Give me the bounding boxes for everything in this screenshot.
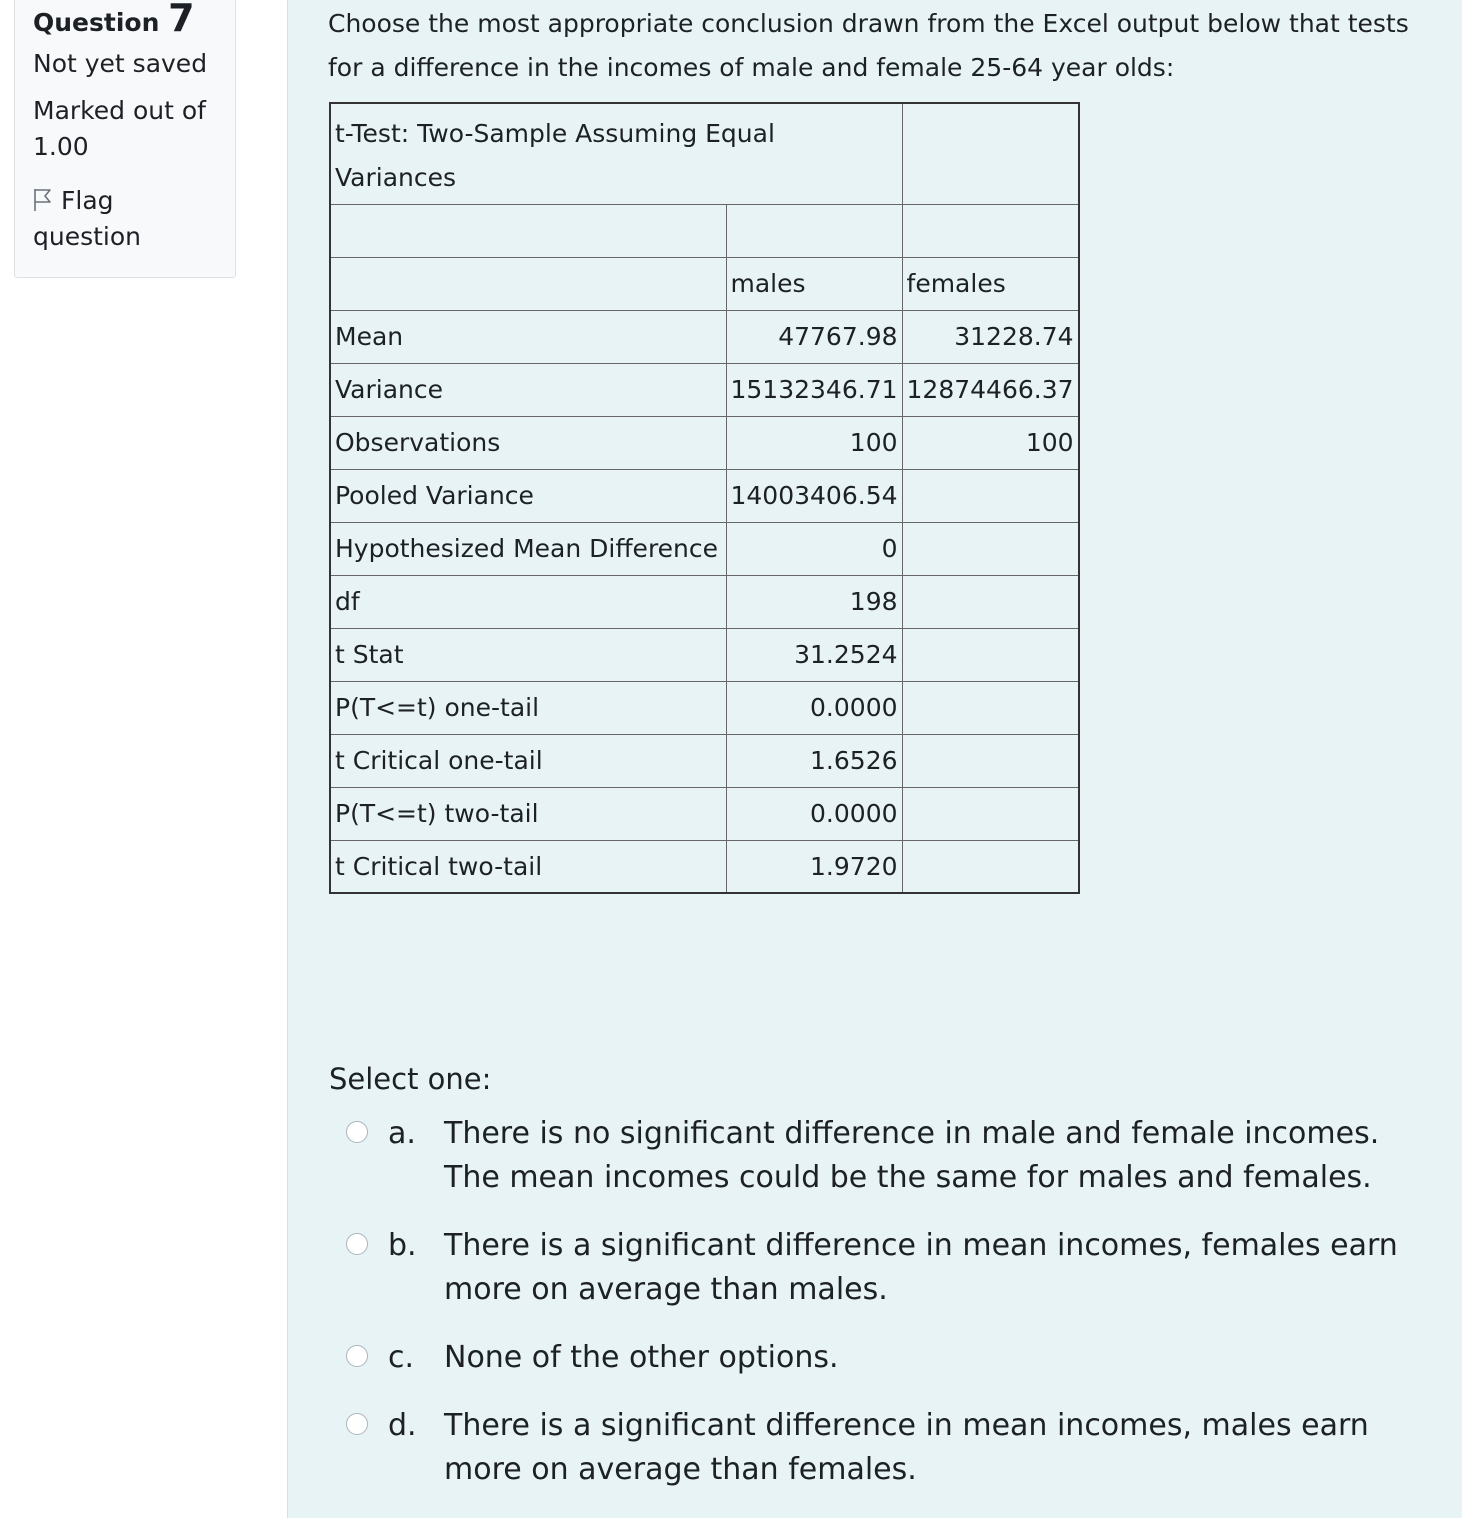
question-label: Question [33, 8, 160, 37]
question-number-value: 7 [168, 0, 195, 40]
males-value: 0.0000 [726, 787, 902, 840]
table-header-row [330, 257, 1079, 310]
row-label: Hypothesized Mean Difference [330, 522, 726, 575]
males-value: 1.6526 [726, 734, 902, 787]
males-value: 198 [726, 575, 902, 628]
option-text[interactable]: There is a significant difference in mean incomes, males earn more on average than females. [444, 1408, 1369, 1487]
question-info-panel [14, 0, 236, 278]
males-value: 0 [726, 522, 902, 575]
table-row [330, 363, 1079, 416]
males-value: 1.9720 [726, 840, 902, 893]
females-value [902, 681, 1079, 734]
option-text[interactable]: There is a significant difference in mean incomes, females earn more on average than males. [444, 1228, 1398, 1307]
row-label: t Critical one-tail [330, 734, 726, 787]
flag-question-label: Flag question [33, 186, 142, 251]
option-text[interactable]: None of the other options. [444, 1340, 839, 1375]
row-label: Observations [330, 416, 726, 469]
females-value [902, 787, 1079, 840]
table-cell [726, 204, 902, 257]
males-value: 47767.98 [726, 310, 902, 363]
table-title-row [330, 103, 1079, 204]
table-row [330, 734, 1079, 787]
females-value [902, 628, 1079, 681]
row-label: Pooled Variance [330, 469, 726, 522]
table-cell [902, 103, 1079, 204]
females-value: 100 [902, 416, 1079, 469]
radio-option-b[interactable] [346, 1233, 368, 1255]
option-letter: d. [388, 1408, 417, 1443]
table-row [330, 416, 1079, 469]
row-label: t Stat [330, 628, 726, 681]
column-header-males: males [726, 257, 902, 310]
males-value: 0.0000 [726, 681, 902, 734]
question-number [33, 0, 195, 40]
table-row [330, 681, 1079, 734]
table-title: t-Test: Two-Sample Assuming Equal Variances [330, 103, 902, 204]
males-value: 15132346.71 [726, 363, 902, 416]
row-label: P(T<=t) two-tail [330, 787, 726, 840]
table-row [330, 310, 1079, 363]
column-header [330, 257, 726, 310]
question-text: Choose the most appropriate conclusion drawn from the Excel output below that tests for a difference in the incomes of male and female 25-64 year olds: [328, 9, 1409, 82]
females-value: 12874466.37 [902, 363, 1079, 416]
females-value [902, 469, 1079, 522]
males-value: 31.2524 [726, 628, 902, 681]
table-cell [902, 204, 1079, 257]
flag-question-button[interactable] [33, 183, 223, 255]
table-cell [330, 204, 726, 257]
table-row [330, 469, 1079, 522]
table-blank-row [330, 204, 1079, 257]
option-letter: b. [388, 1228, 417, 1263]
question-content [287, 0, 1462, 1518]
row-label: t Critical two-tail [330, 840, 726, 893]
females-value [902, 575, 1079, 628]
row-label: P(T<=t) one-tail [330, 681, 726, 734]
row-label: Mean [330, 310, 726, 363]
row-label: Variance [330, 363, 726, 416]
radio-option-c[interactable] [346, 1345, 368, 1367]
table-row [330, 787, 1079, 840]
option-letter: a. [388, 1116, 416, 1151]
flag-icon [33, 188, 53, 212]
question-grade: Marked out of 1.00 [33, 96, 206, 161]
females-value [902, 840, 1079, 893]
select-one-prompt: Select one: [329, 1062, 492, 1096]
option-letter: c. [388, 1340, 415, 1375]
females-value [902, 522, 1079, 575]
table-row [330, 575, 1079, 628]
males-value: 100 [726, 416, 902, 469]
option-text[interactable]: There is no significant difference in male and female incomes. The mean incomes could be the same for males and females. [444, 1116, 1380, 1195]
excel-output-table [329, 102, 1080, 894]
row-label: df [330, 575, 726, 628]
radio-option-d[interactable] [346, 1413, 368, 1435]
table-row [330, 522, 1079, 575]
females-value: 31228.74 [902, 310, 1079, 363]
table-row [330, 628, 1079, 681]
radio-option-a[interactable] [346, 1121, 368, 1143]
females-value [902, 734, 1079, 787]
table-row [330, 840, 1079, 893]
question-state: Not yet saved [33, 49, 208, 78]
column-header-females: females [902, 257, 1079, 310]
males-value: 14003406.54 [726, 469, 902, 522]
